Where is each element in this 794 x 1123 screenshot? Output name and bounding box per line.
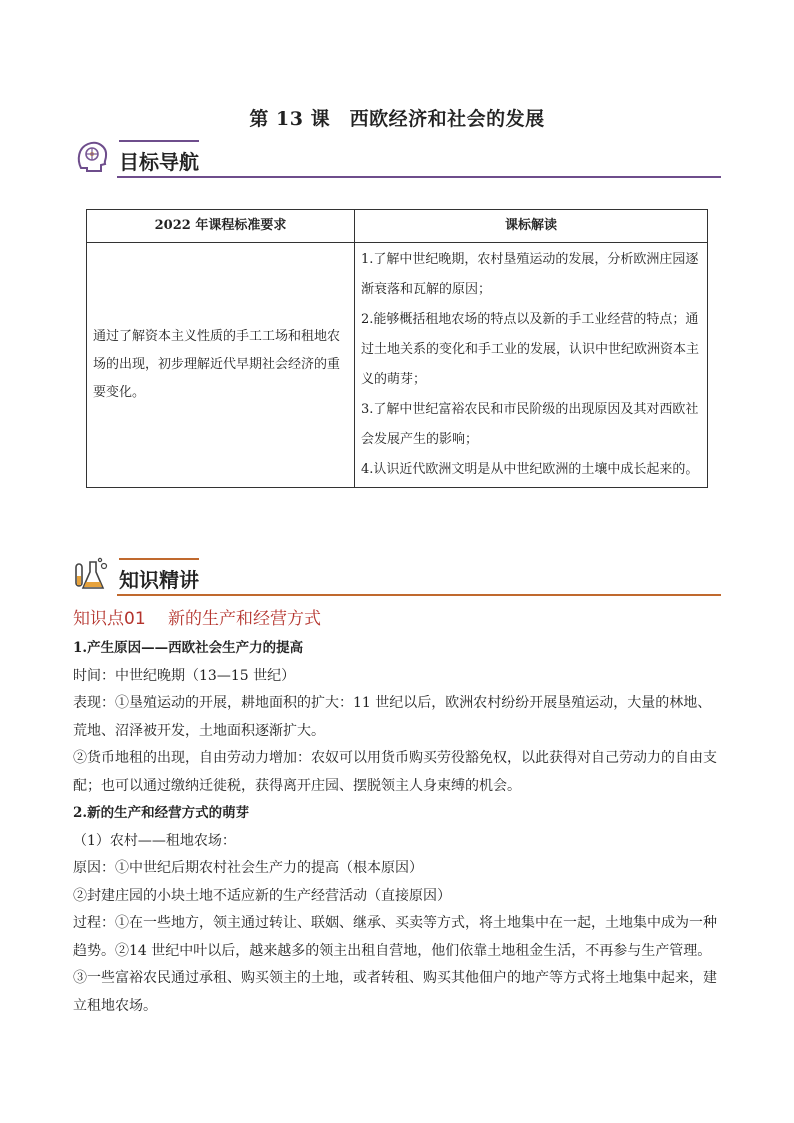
paragraph: ②封建庄园的小块土地不适应新的生产经营活动（直接原因） xyxy=(73,887,451,904)
subheading: 1.产生原因——西欧社会生产力的提高 xyxy=(73,640,304,656)
standard-cell: 通过了解资本主义性质的手工工场和租地农场的出现，初步理解近代早期社会经济的重要变化。 xyxy=(87,243,355,488)
paragraph: 表现：①垦殖运动的开展，耕地面积的扩大：11 世纪以后，欧洲农村纷纷开展垦殖运动，大量的林地、荒地、沼泽被开发，土地面积逐渐扩大。 xyxy=(73,695,712,739)
paragraph: ②货币地租的出现，自由劳动力增加：农奴可以用货币购买劳役豁免权，以此获得对自己劳动力的自由支配；也可以通过缴纳迁徙税，获得离开庄园、摆脱领主人身束缚的机会。 xyxy=(73,750,717,794)
section-title-goal: 目标导航 xyxy=(119,150,199,174)
section-title-knowledge: 知识精讲 xyxy=(119,568,199,592)
interpretation-item: 3.了解中世纪富裕农民和市民阶级的出现原因及其对西欧社会发展产生的影响； xyxy=(361,402,699,447)
interpretation-cell xyxy=(355,243,708,488)
knowledge-point-title: 知识点01 新的生产和经营方式 xyxy=(73,609,322,629)
interpretation-item: 1.了解中世纪晚期，农村垦殖运动的发展，分析欧洲庄园逐渐衰落和瓦解的原因； xyxy=(361,252,699,297)
paragraph: 过程：①在一些地方，领主通过转让、联姻、继承、买卖等方式，将土地集中在一起，土地集中成为一种趋势。②14 世纪中叶以后，越来越多的领主出租自营地，他们依靠土地租金生活，不再参与生产管理。③一些富裕农民通过承租、购买领主的土地，或者转租、购买其他佃户的地产等方式将土地集中起来，建立租地农场。 xyxy=(73,915,717,1014)
knowledge-section-header xyxy=(73,556,721,596)
table-header-standard: 2022 年课程标准要求 xyxy=(87,210,355,243)
table-row xyxy=(87,243,708,488)
goal-section-header xyxy=(73,138,721,178)
lab-flask-icon xyxy=(73,556,111,594)
knowledge-body xyxy=(73,635,721,1020)
header-accent-line xyxy=(119,558,199,560)
table-header-interpretation: 课标解读 xyxy=(355,210,708,243)
header-accent-line xyxy=(119,140,199,142)
interpretation-item: 2.能够概括租地农场的特点以及新的手工业经营的特点；通过土地关系的变化和手工业的发展，认识中世纪欧洲资本主义的萌芽； xyxy=(361,312,700,387)
curriculum-table xyxy=(86,209,708,488)
page-title: 第 13 课 西欧经济和社会的发展 xyxy=(249,108,545,130)
interpretation-item: 4.认识近代欧洲文明是从中世纪欧洲的土壤中成长起来的。 xyxy=(361,462,699,477)
paragraph: 原因：①中世纪后期农村社会生产力的提高（根本原因） xyxy=(73,860,423,876)
header-underline xyxy=(117,176,721,178)
paragraph: （1）农村——租地农场： xyxy=(73,832,236,849)
table-header-row xyxy=(87,210,708,243)
head-brain-icon xyxy=(73,138,111,176)
subheading: 2.新的生产和经营方式的萌芽 xyxy=(73,805,250,821)
paragraph: 时间：中世纪晚期（13—15 世纪） xyxy=(73,667,296,684)
header-underline xyxy=(117,594,721,596)
